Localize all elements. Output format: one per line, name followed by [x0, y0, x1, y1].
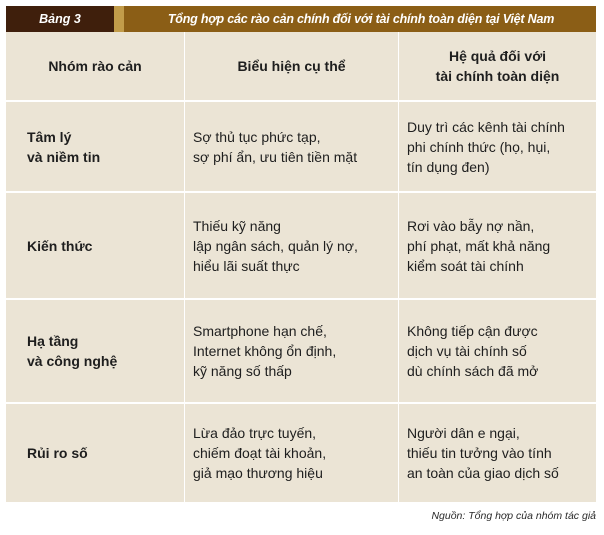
manifestation-text: Sợ thủ tục phức tạp, sợ phí ẩn, ưu tiên tiền mặt: [193, 128, 358, 165]
title-accent-stripe: [114, 6, 124, 32]
table-row-1-manifestation: [185, 102, 398, 191]
manifestation-text: Smartphone hạn chế, Internet không ổn định, kỹ năng số thấp: [193, 323, 337, 379]
table-row-3-group: [6, 300, 184, 402]
table-row-2-consequence: [399, 193, 596, 298]
table-container: [6, 6, 596, 502]
column-header-consequence: [399, 32, 596, 100]
manifestation-text: Thiếu kỹ năng lập ngân sách, quản lý nợ, hiểu lãi suất thực: [193, 217, 358, 274]
consequence-text: Duy trì các kênh tài chính phi chính thức (họ, hụi, tín dụng đen): [407, 118, 565, 175]
consequence-text: Không tiếp cận được dịch vụ tài chính số dù chính sách đã mở: [407, 323, 539, 379]
table-row-2-manifestation: [185, 193, 398, 298]
column-header-consequence-text: Hệ quả đối với tài chính toàn diện: [435, 48, 560, 84]
column-header-manifestation: [185, 32, 398, 100]
group-label: Rủi ro số: [27, 445, 88, 461]
table-row-1-consequence: [399, 102, 596, 191]
group-label: Kiến thức: [27, 237, 93, 254]
table-title: Tổng hợp các rào cản chính đối với tài chính toàn diện tại Việt Nam: [167, 12, 555, 26]
column-header-group: [6, 32, 184, 100]
table-row-4-consequence: [399, 404, 596, 502]
group-label: Hạ tầng và công nghệ: [27, 333, 118, 369]
consequence-text: Rơi vào bẫy nợ nần, phí phạt, mất khả năng kiểm soát tài chính: [407, 217, 551, 274]
table-row-4-manifestation: [185, 404, 398, 502]
table-row-4-group: [6, 404, 184, 502]
table-title-bar: [6, 6, 596, 32]
table-source-note: Nguồn: Tổng hợp của nhóm tác giả: [431, 510, 596, 522]
table-row-3-manifestation: [185, 300, 398, 402]
column-header-group-text: Nhóm rào cản: [48, 58, 142, 74]
consequence-text: Người dân e ngại, thiếu tin tưởng vào tính an toàn của giao dịch số: [407, 425, 559, 481]
group-label: Tâm lý và niềm tin: [27, 128, 101, 165]
table-row-2-group: [6, 193, 184, 298]
table-label-badge: Bảng 3: [6, 6, 114, 32]
manifestation-text: Lừa đảo trực tuyến, chiếm đoạt tài khoản, giả mạo thương hiệu: [193, 425, 327, 481]
table-row-3-consequence: [399, 300, 596, 402]
column-header-manifestation-text: Biểu hiện cụ thể: [237, 58, 346, 74]
table-row-1-group: [6, 102, 184, 191]
